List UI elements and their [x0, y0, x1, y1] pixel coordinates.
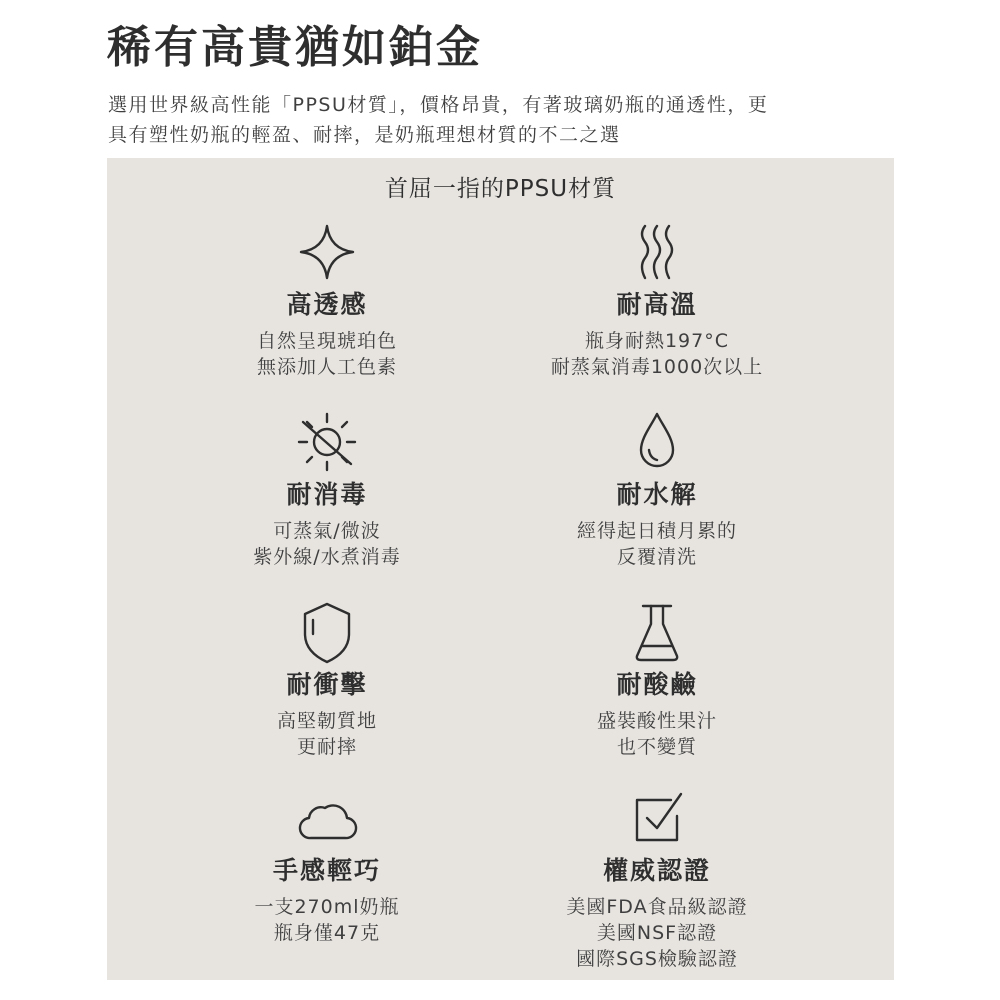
feature-desc-line: 瓶身僅47克 [273, 922, 381, 944]
feature-desc [477, 518, 837, 570]
feature-lightweight [147, 786, 507, 946]
feature-heat-resistant [477, 220, 837, 380]
feature-desc-line: 經得起日積月累的 [576, 520, 737, 542]
feature-name: 權威認證 [602, 856, 711, 885]
feature-desc-line: 高堅韌質地 [276, 710, 377, 732]
feature-desc-line: 反覆清洗 [616, 546, 697, 568]
feature-desc-line: 可蒸氣/微波 [273, 520, 381, 542]
intro-line-2: 具有塑性奶瓶的輕盈、耐摔，是奶瓶理想材質的不二之選 [108, 124, 621, 146]
feature-desc-line: 盛裝酸性果汁 [596, 710, 717, 732]
feature-desc [477, 894, 837, 972]
feature-name: 耐高溫 [616, 290, 698, 319]
feature-desc [477, 708, 837, 760]
feature-desc-line: 一支270ml奶瓶 [254, 896, 400, 918]
feature-desc [147, 328, 507, 380]
feature-desc-line: 更耐摔 [296, 736, 357, 758]
feature-desc [147, 708, 507, 760]
feature-name: 耐消毒 [286, 480, 368, 509]
feature-desc-line: 自然呈現琥珀色 [256, 330, 397, 352]
intro-text [108, 90, 908, 150]
feature-hydrolysis [477, 410, 837, 570]
intro-line-1: 選用世界級高性能「PPSU材質」，價格昂貴，有著玻璃奶瓶的通透性，更 [108, 94, 769, 116]
feature-name: 耐酸鹼 [616, 670, 698, 699]
checkbox-icon [625, 786, 689, 850]
feature-name: 耐衝擊 [286, 670, 368, 699]
no-uv-icon [295, 410, 359, 474]
feature-desc-line: 紫外線/水煮消毒 [253, 546, 401, 568]
cloud-icon [295, 786, 359, 850]
feature-high-clarity [147, 220, 507, 380]
sparkle-icon [295, 220, 359, 284]
feature-desc-line: 美國NSF認證 [596, 922, 718, 944]
feature-desc [477, 328, 837, 380]
flask-icon [625, 600, 689, 664]
feature-desc-line: 也不變質 [616, 736, 697, 758]
feature-desc-line: 美國FDA食品級認證 [566, 896, 748, 918]
water-drop-icon [625, 410, 689, 474]
feature-sterilization [147, 410, 507, 570]
feature-desc-line: 無添加人工色素 [256, 356, 397, 378]
panel-heading: 首屈一指的PPSU材質 [384, 176, 617, 202]
feature-desc-line: 耐蒸氣消毒1000次以上 [550, 356, 764, 378]
feature-name: 高透感 [286, 290, 368, 319]
feature-desc [147, 518, 507, 570]
feature-name: 耐水解 [616, 480, 698, 509]
feature-impact [147, 600, 507, 760]
feature-desc [147, 894, 507, 946]
page-title: 稀有高貴猶如鉑金 [107, 22, 483, 73]
feature-certification [477, 786, 837, 972]
shield-icon [295, 600, 359, 664]
features-panel [107, 158, 894, 980]
feature-acid-alkali [477, 600, 837, 760]
heat-waves-icon [625, 220, 689, 284]
feature-desc-line: 國際SGS檢驗認證 [576, 948, 738, 970]
feature-desc-line: 瓶身耐熱197°C [584, 330, 730, 352]
feature-name: 手感輕巧 [272, 856, 381, 885]
